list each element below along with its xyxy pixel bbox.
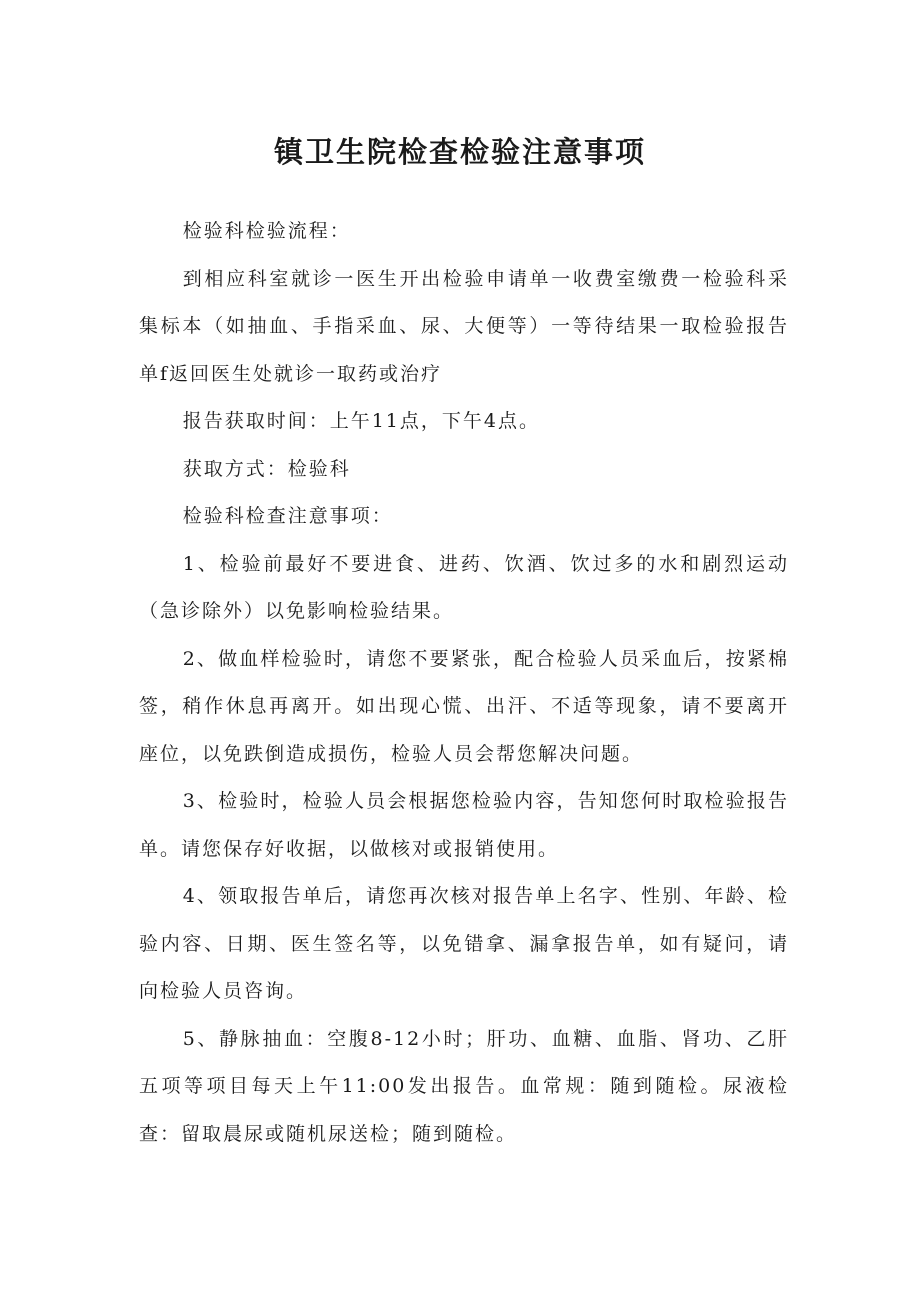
paragraph-note-1: 1、检验前最好不要进食、进药、饮酒、饮过多的水和剧烈运动（急诊除外）以免影响检验结果。 — [139, 552, 789, 622]
paragraph-note-2: 2、做血样检验时，请您不要紧张，配合检验人员采血后，按紧棉签，稍作休息再离开。如出现心慌、出汗、不适等现象，请不要离开座位，以免跌倒造成损伤，检验人员会帮您解决问题。 — [139, 647, 789, 765]
paragraph-note-5: 5、静脉抽血：空腹8-12小时；肝功、血糖、血脂、肾功、乙肝五项等项目每天上午11:00发出报告。血常规：随到随检。尿液检查：留取晨尿或随机尿送检；随到随检。 — [139, 1027, 789, 1145]
paragraph-process-heading: 检验科检验流程： — [182, 220, 351, 242]
paragraph-notes-heading: 检验科检查注意事项： — [182, 505, 393, 527]
paragraph-note-4: 4、领取报告单后，请您再次核对报告单上名字、性别、年龄、检验内容、日期、医生签名等，以免错拿、漏拿报告单，如有疑问，请向检验人员咨询。 — [139, 885, 789, 1002]
paragraph-note-3: 3、检验时，检验人员会根据您检验内容，告知您何时取检验报告单。请您保存好收据，以做核对或报销使用。 — [139, 790, 789, 860]
paragraph-retrieval-method: 获取方式：检验科 — [182, 457, 351, 480]
paragraph-report-time: 报告获取时间：上午11点，下午4点。 — [182, 410, 540, 432]
paragraph-process-flow: 到相应科室就诊一医生开出检验申请单一收费室缴费一检验科采集标本（如抽血、手指采血、尿、大便等）一等待结果一取检验报告单f返回医生处就诊一取药或治疗 — [139, 267, 789, 385]
document-title: 镇卫生院检查检验注意事项 — [273, 135, 646, 169]
document-body — [139, 208, 789, 1158]
